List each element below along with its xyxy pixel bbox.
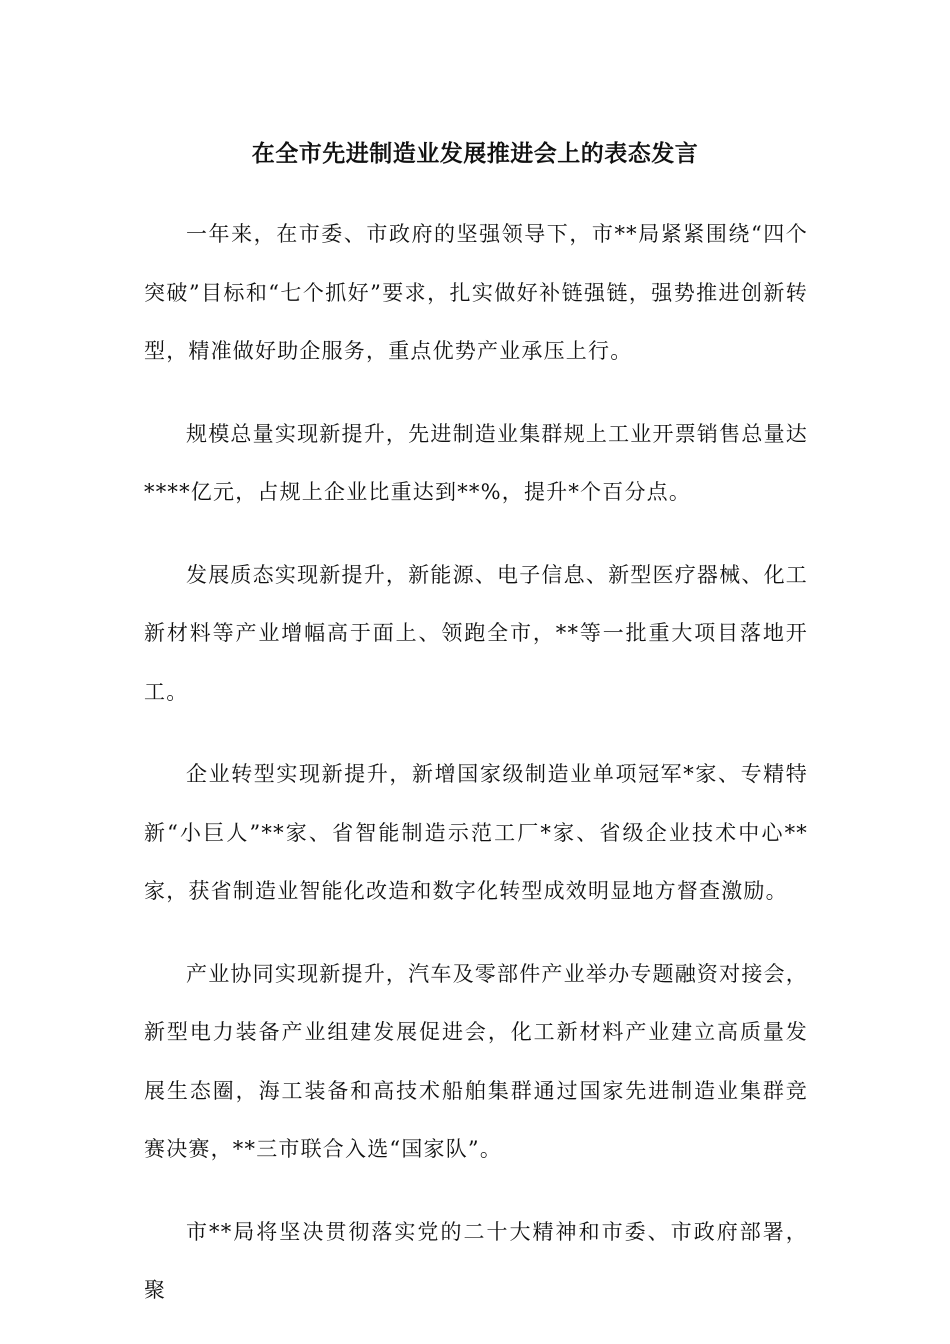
paragraph-transformation: 企业转型实现新提升，新增国家级制造业单项冠军*家、专精特新“小巨人”**家、省智能制造示范工厂*家、省级企业技术中心**家，获省制造业智能化改造和数字化转型成效明显地方督查激励。 [144,762,808,903]
paragraph-intro: 一年来，在市委、市政府的坚强领导下，市**局紧紧围绕“四个突破”目标和“七个抓好”要求，扎实做好补链强链，强势推进创新转型，精准做好助企服务，重点优势产业承压上行。 [144,222,808,363]
document-title: 在全市先进制造业发展推进会上的表态发言 [251,141,699,167]
paragraph-quality: 发展质态实现新提升，新能源、电子信息、新型医疗器械、化工新材料等产业增幅高于面上、领跑全市，**等一批重大项目落地开工。 [144,562,808,704]
paragraph-synergy: 产业协同实现新提升，汽车及零部件产业举办专题融资对接会，新型电力装备产业组建发展促进会，化工新材料产业建立高质量发展生态圈，海工装备和高技术船舶集群通过国家先进制造业集群竞赛决赛，**三市联合入选“国家队”。 [144,961,808,1161]
document-body [144,205,808,1344]
paragraph-scale: 规模总量实现新提升，先进制造业集群规上工业开票销售总量达****亿元，占规上企业比重达到**%，提升*个百分点。 [144,421,808,504]
paragraph-commitment: 市**局将坚决贯彻落实党的二十大精神和市委、市政府部署，聚 [144,1219,808,1302]
